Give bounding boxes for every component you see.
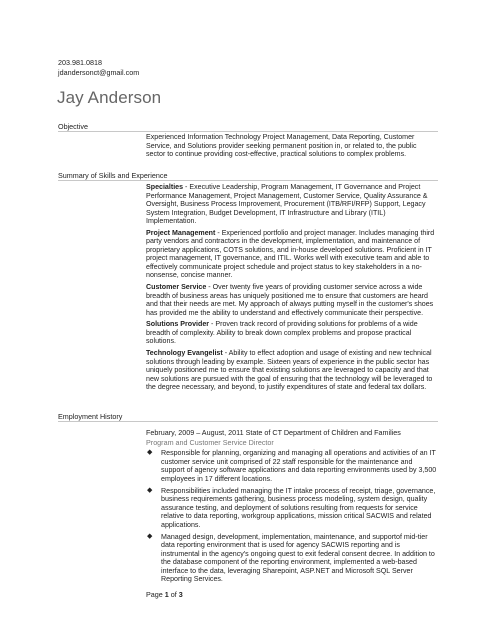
skills-list (146, 183, 436, 395)
list-item (146, 449, 438, 483)
list-item (146, 487, 438, 530)
candidate-name: Jay Anderson (57, 88, 162, 107)
skill-entry (146, 183, 436, 226)
employment-divider (58, 421, 438, 422)
bullet-text: Managed design, development, implementation, maintenance, and supportof mid-tier data reporting environment that is used for agency SACWIS reporting and is instrumental in the agency's ongoing quest to exit federal consent decree. In addition to the database component of the reporting environment, implemented a web-based interface to the data, leveraging Sharepoint, ASP.NET and Microsoft SQL Server Reporting Services. (161, 532, 435, 584)
job-header: February, 2009 – August, 2011 State of CT Department of Children and Families (146, 428, 401, 437)
bullet-text: Responsibilities included managing the IT intake process of receipt, triage, governance, business requirements gathering, business process modeling, system design, quality assurance testing, and deployment of solutions resulting from requests for service relative to data reporting, workgroup applications, mission critical SACWIS and related applications. (161, 486, 436, 529)
skill-text: - Experienced portfolio and project manager. Includes managing third party vendors and contractors in the development, implementation, and maintenance of proprietary applications, COTS solutions, and in-house developed solutions. Proficient in IT project management, IT governance, and ITIL. Works well with executive team and able to effectively communicate project schedule and project status to key stakeholders in a no-nonsense, concise manner. (146, 228, 435, 280)
employment-heading: Employment History (58, 412, 123, 421)
job-title: Program and Customer Service Director (146, 438, 274, 447)
skill-label: Technology Evangelist (146, 349, 223, 358)
objective-text (146, 133, 436, 162)
page-word: Page (146, 590, 165, 599)
skill-label: Customer Service (146, 283, 207, 292)
skills-heading: Summary of Skills and Experience (58, 171, 168, 180)
skill-entry (146, 349, 436, 392)
bullet-icon: ◆ (147, 449, 153, 456)
skill-text: - Ability to effect adoption and usage of existing and new technical solutions through leading by example. Sixteen years of experience in the public sector has uniquely positioned me to ensure that existing solutions are leveraged to capacity and that new solutions are pursued with the goal of ensuring that the technology will be leveraged to the degree necessary, and beyond, to justify expenditures of state and federal tax dollars. (146, 349, 433, 392)
email-address: jdandersonct@gmail.com (58, 67, 140, 77)
skill-entry (146, 229, 436, 280)
skill-entry (146, 320, 436, 346)
job-bullets (146, 449, 438, 587)
page-total: 3 (178, 590, 183, 599)
page-number: 1 (164, 590, 169, 599)
objective-divider (58, 131, 438, 132)
bullet-icon: ◆ (147, 486, 153, 494)
skill-label: Project Management (146, 228, 216, 237)
skill-text: - Over twenty five years of providing customer service across a wide breadth of business areas has uniquely positioned me to ensure that customers are heard and that their needs are met. My approach of always putting myself in the customer's shoes has provided me the ability to understand and effectively communicate their perspective. (146, 283, 434, 317)
skill-label: Solutions Provider (146, 320, 210, 329)
contact-info (58, 58, 139, 77)
objective-heading: Objective (58, 122, 88, 131)
list-item (146, 533, 438, 584)
bullet-text: Responsible for planning, organizing and managing all operations and activities of an IT customer service unit comprised of 22 staff responsible for the maintenance and support of agency software applications and data reporting environments used by 3,500 employees in 17 different locations. (161, 449, 437, 483)
page-footer (146, 590, 183, 599)
skill-entry (146, 283, 436, 317)
bullet-icon: ◆ (147, 532, 153, 540)
of-word: of (168, 590, 179, 599)
objective-paragraph: Experienced Information Technology Project Management, Data Reporting, Customer Service, and Solutions provider seeking permanent position in, or related to, the public sector to continue providing cost-effective, practical solutions to complex problems. (146, 133, 417, 158)
skill-text: - Proven track record of providing solutions for problems of a wide breadth of complexity. Ability to break down complex problems and propose practical solutions. (146, 320, 418, 346)
skill-text: - Executive Leadership, Program Management, IT Governance and Project Performance Management, Project Management, Customer Service, Quality Assurance & Oversight, Business Process Improvement, Procurement (ITB/RFI/RFP) Support, Legacy System Integration, Budget Development, IT Infrastructure and Library (ITIL) Implementation. (146, 183, 428, 225)
skills-divider (58, 180, 438, 181)
skill-label: Specialties (146, 183, 184, 191)
phone-number: 203.981.0818 (58, 58, 102, 67)
